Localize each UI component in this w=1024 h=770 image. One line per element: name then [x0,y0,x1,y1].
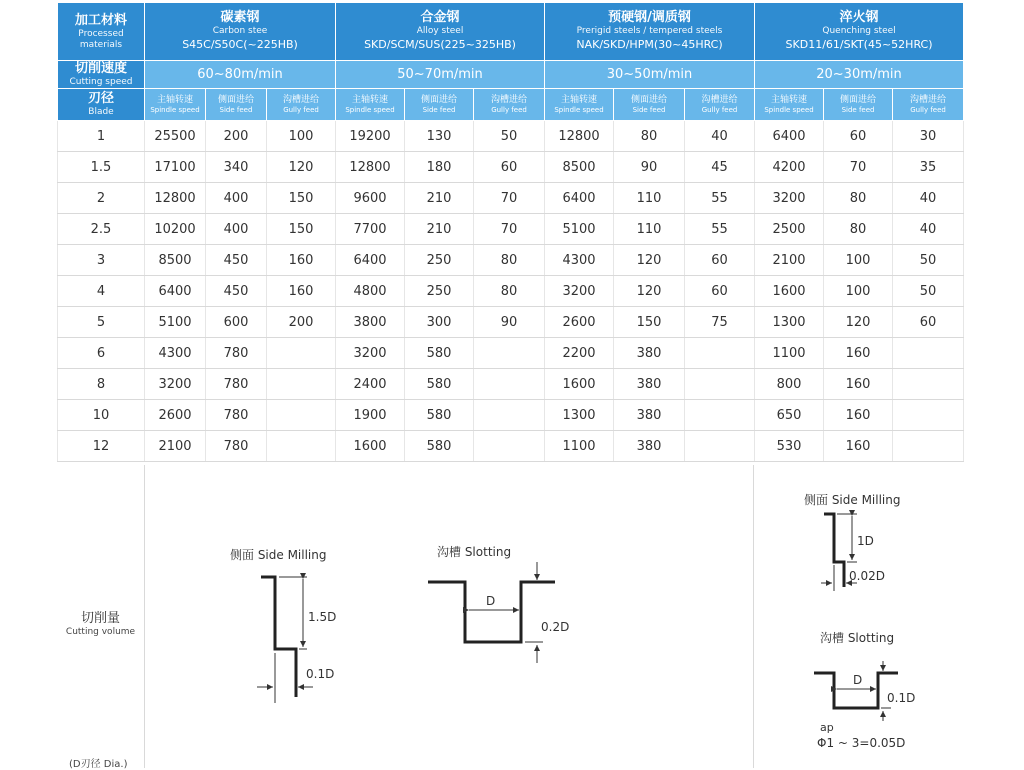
group-grade: SKD11/61/SKT(45~52HRC) [785,38,933,51]
subcolumn-header [206,89,267,121]
table-cell: 6400 [545,183,614,214]
cutting-speed-value: 20~30m/min [755,61,964,89]
table-cell: 160 [824,369,893,400]
table-cell: 8500 [145,245,206,276]
subcolumn-label-cn: 侧面进给 [631,94,668,105]
table-row [58,276,964,307]
left-slot-width-label: D [486,594,496,608]
blade-diameter-cell: 5 [58,307,145,338]
table-cell: 1100 [755,338,824,369]
table-cell: 110 [614,214,685,245]
table-cell: 7700 [336,214,405,245]
group-name-en: Alloy steel [416,26,464,36]
table-cell: 780 [206,369,267,400]
group-grade: S45C/S50C(~225HB) [182,38,298,51]
table-cell: 530 [755,431,824,462]
table-cell: 60 [824,121,893,152]
speed-label-cn: 切削速度 [74,61,127,76]
subcolumn-header [545,89,614,121]
group-header-carbon [145,3,336,61]
subcolumn-header [474,89,545,121]
table-cell: 340 [206,152,267,183]
table-cell: 60 [474,152,545,183]
table-cell [685,431,755,462]
subcolumn-header [614,89,685,121]
cutting-speed-value: 30~50m/min [545,61,755,89]
table-row [58,121,964,152]
table-cell: 50 [474,121,545,152]
subcolumn-label-cn: 沟槽进给 [491,94,528,105]
group-name-cn: 合金钢 [420,10,460,25]
table-cell: 580 [405,431,474,462]
blade-diameter-cell: 12 [58,431,145,462]
subcolumn-header [405,89,474,121]
table-cell: 60 [685,276,755,307]
group-name-cn: 碳素钢 [220,10,260,25]
table-cell: 450 [206,276,267,307]
cutting-speed-header [58,61,145,89]
subcolumn-label-en: Gully feed [491,105,527,114]
table-cell: 120 [614,276,685,307]
table-cell [685,369,755,400]
table-cell: 35 [893,152,964,183]
table-cell: 450 [206,245,267,276]
table-cell: 50 [893,245,964,276]
subcolumn-label-cn: 主轴转速 [156,94,193,105]
table-cell: 180 [405,152,474,183]
table-cell [267,369,336,400]
group-header-quenching [755,3,964,61]
table-cell: 1300 [755,307,824,338]
table-cell: 2400 [336,369,405,400]
table-cell: 1600 [755,276,824,307]
subcolumn-label-en: Side feed [219,105,253,114]
subcolumn-label-en: Side feed [841,105,875,114]
table-cell: 70 [824,152,893,183]
cutting-volume-label-en: Cutting volume [65,627,136,637]
table-cell [685,338,755,369]
table-cell: 100 [267,121,336,152]
table-cell: 5100 [545,214,614,245]
table-cell: 150 [267,214,336,245]
table-cell: 80 [474,276,545,307]
table-cell: 6400 [336,245,405,276]
table-cell: 780 [206,431,267,462]
table-row [58,338,964,369]
table-cell: 160 [824,431,893,462]
table-cell: 2500 [755,214,824,245]
table-cell: 380 [614,338,685,369]
ap-formula: Φ1 ~ 3=0.05D [817,736,906,750]
table-cell: 4300 [145,338,206,369]
table-cell: 160 [267,245,336,276]
group-grade: NAK/SKD/HPM(30~45HRC) [576,38,723,51]
subcolumn-label-cn: 沟槽进给 [701,94,738,105]
table-cell: 1900 [336,400,405,431]
table-cell: 2100 [755,245,824,276]
group-grade: SKD/SCM/SUS(225~325HB) [364,38,516,51]
subcolumn-header [336,89,405,121]
material-header [58,3,145,61]
right-slot-depth-label: 0.1D [887,691,916,705]
group-name-en: Carbon stee [212,26,268,36]
table-cell: 210 [405,183,474,214]
group-header-prehardened [545,3,755,61]
table-cell: 12800 [145,183,206,214]
table-cell [474,431,545,462]
table-cell: 2100 [145,431,206,462]
table-cell: 150 [614,307,685,338]
subcolumn-label-en: Spindle speed [150,105,200,114]
table-cell: 70 [474,214,545,245]
table-cell: 40 [893,183,964,214]
subcolumn-label-en: Spindle speed [764,105,814,114]
table-cell: 90 [474,307,545,338]
table-cell: 250 [405,276,474,307]
blade-diameter-cell: 2 [58,183,145,214]
right-slotting-title: 沟槽 Slotting [820,631,895,645]
table-cell [893,338,964,369]
table-row [58,183,964,214]
table-cell: 90 [614,152,685,183]
table-cell: 2600 [145,400,206,431]
subcolumn-label-cn: 侧面进给 [217,94,254,105]
table-row [58,400,964,431]
table-cell: 120 [614,245,685,276]
table-cell: 9600 [336,183,405,214]
dia-note: (D刃径 Dia.) [69,759,128,770]
table-cell: 160 [267,276,336,307]
table-cell: 2600 [545,307,614,338]
table-cell: 1100 [545,431,614,462]
cutting-parameter-sheet [57,2,963,768]
table-cell: 80 [614,121,685,152]
subcolumn-label-cn: 主轴转速 [352,94,389,105]
table-cell: 780 [206,400,267,431]
table-cell: 300 [405,307,474,338]
table-cell: 4300 [545,245,614,276]
subcolumn-label-en: Gully feed [283,105,319,114]
table-cell: 580 [405,338,474,369]
table-cell: 1600 [545,369,614,400]
table-cell: 5100 [145,307,206,338]
table-cell: 40 [685,121,755,152]
blade-diameter-cell: 3 [58,245,145,276]
table-cell: 120 [267,152,336,183]
table-cell: 80 [824,183,893,214]
blade-header [58,89,145,121]
subcolumn-label-en: Gully feed [910,105,946,114]
table-cell: 120 [824,307,893,338]
subcolumn-label-en: Side feed [632,105,666,114]
table-cell: 780 [206,338,267,369]
subcolumn-label-en: Spindle speed [554,105,604,114]
table-cell: 3200 [755,183,824,214]
table-cell: 12800 [336,152,405,183]
table-cell: 580 [405,369,474,400]
subcolumn-header [824,89,893,121]
table-cell: 10200 [145,214,206,245]
table-row [58,307,964,338]
table-row [58,152,964,183]
subcolumn-header [893,89,964,121]
material-header-row [58,3,964,61]
table-cell: 380 [614,400,685,431]
table-cell: 400 [206,214,267,245]
table-cell: 40 [893,214,964,245]
table-cell: 1600 [336,431,405,462]
table-cell: 55 [685,183,755,214]
table-cell: 160 [824,400,893,431]
group-name-en: Prerigid steels / tempered steels [576,26,723,36]
table-cell: 100 [824,245,893,276]
subcolumn-label-en: Gully feed [701,105,738,114]
table-cell: 3200 [336,338,405,369]
table-cell: 160 [824,338,893,369]
table-cell: 1300 [545,400,614,431]
group-name-en: Quenching steel [822,26,896,36]
speed-label-en: Cutting speed [69,77,133,87]
table-cell: 130 [405,121,474,152]
blade-diameter-cell: 4 [58,276,145,307]
table-row [58,245,964,276]
blade-diameter-cell: 1 [58,121,145,152]
table-cell [685,400,755,431]
blade-diameter-cell: 1.5 [58,152,145,183]
material-label-en: Processed materials [78,28,124,50]
subcolumn-label-cn: 沟槽进给 [910,94,947,105]
table-cell [474,338,545,369]
right-side-milling-title: 侧面 Side Milling [804,493,901,507]
subcolumn-label-en: Side feed [422,105,456,114]
table-cell [474,400,545,431]
material-label-cn: 加工材料 [74,12,127,28]
left-side-milling-diagram [257,577,313,703]
table-row [58,214,964,245]
table-row [58,369,964,400]
table-cell: 75 [685,307,755,338]
blade-diameter-cell: 8 [58,369,145,400]
cutting-speed-row [58,61,964,89]
table-cell: 100 [824,276,893,307]
subcolumn-header [685,89,755,121]
table-cell: 80 [474,245,545,276]
subcolumn-label-cn: 沟槽进给 [283,94,320,105]
subcolumn-header-row [58,89,964,121]
table-cell: 650 [755,400,824,431]
table-cell [267,400,336,431]
table-cell: 17100 [145,152,206,183]
cutting-volume-label-cn: 切削量 [80,611,120,626]
blade-label-cn: 刃径 [87,91,114,106]
blade-label-en: Blade [88,107,114,117]
left-side-depth-label: 1.5D [308,610,337,624]
table-cell: 6400 [755,121,824,152]
left-slotting-diagram [428,562,555,663]
table-cell: 800 [755,369,824,400]
cutting-speed-value: 60~80m/min [145,61,336,89]
group-name-cn: 淬火钢 [839,10,879,25]
table-cell: 200 [267,307,336,338]
table-cell: 60 [685,245,755,276]
table-cell: 600 [206,307,267,338]
table-cell: 2200 [545,338,614,369]
blade-diameter-cell: 10 [58,400,145,431]
table-cell: 30 [893,121,964,152]
table-cell: 3800 [336,307,405,338]
table-cell: 3200 [545,276,614,307]
table-cell [893,369,964,400]
left-slot-depth-label: 0.2D [541,620,570,634]
left-slotting-title: 沟槽 Slotting [437,545,512,559]
table-cell: 50 [893,276,964,307]
table-cell: 200 [206,121,267,152]
blade-diameter-cell: 6 [58,338,145,369]
table-cell: 380 [614,369,685,400]
table-cell: 25500 [145,121,206,152]
table-cell: 8500 [545,152,614,183]
table-cell: 580 [405,400,474,431]
subcolumn-header [755,89,824,121]
table-cell: 80 [824,214,893,245]
table-cell: 4200 [755,152,824,183]
table-cell [267,431,336,462]
table-cell: 150 [267,183,336,214]
table-cell: 55 [685,214,755,245]
ap-label: ap [820,721,834,734]
group-name-cn: 预硬钢/调质钢 [608,10,691,25]
table-cell [893,400,964,431]
group-header-alloy [336,3,545,61]
right-side-width-label: 0.02D [849,569,885,583]
table-cell [893,431,964,462]
table-cell: 250 [405,245,474,276]
cutting-parameter-table [57,2,964,462]
table-cell: 19200 [336,121,405,152]
table-cell: 110 [614,183,685,214]
left-side-width-label: 0.1D [306,667,335,681]
table-row [58,431,964,462]
table-cell [474,369,545,400]
table-cell: 60 [893,307,964,338]
right-side-depth-label: 1D [857,534,874,548]
subcolumn-label-cn: 侧面进给 [421,94,458,105]
table-cell: 6400 [145,276,206,307]
subcolumn-label-cn: 主轴转速 [771,94,808,105]
blade-diameter-cell: 2.5 [58,214,145,245]
right-slot-width-label: D [853,673,863,687]
table-cell [267,338,336,369]
table-cell: 12800 [545,121,614,152]
subcolumn-header [267,89,336,121]
cutting-volume-diagrams [57,465,963,768]
left-side-milling-title: 侧面 Side Milling [230,548,327,562]
table-cell: 3200 [145,369,206,400]
cutting-speed-value: 50~70m/min [336,61,545,89]
table-cell: 400 [206,183,267,214]
table-cell: 210 [405,214,474,245]
table-cell: 4800 [336,276,405,307]
table-cell: 380 [614,431,685,462]
subcolumn-label-en: Spindle speed [345,105,395,114]
subcolumn-header [145,89,206,121]
right-slotting-diagram [814,661,898,721]
subcolumn-label-cn: 主轴转速 [561,94,598,105]
table-cell: 70 [474,183,545,214]
subcolumn-label-cn: 侧面进给 [840,94,877,105]
table-cell: 45 [685,152,755,183]
